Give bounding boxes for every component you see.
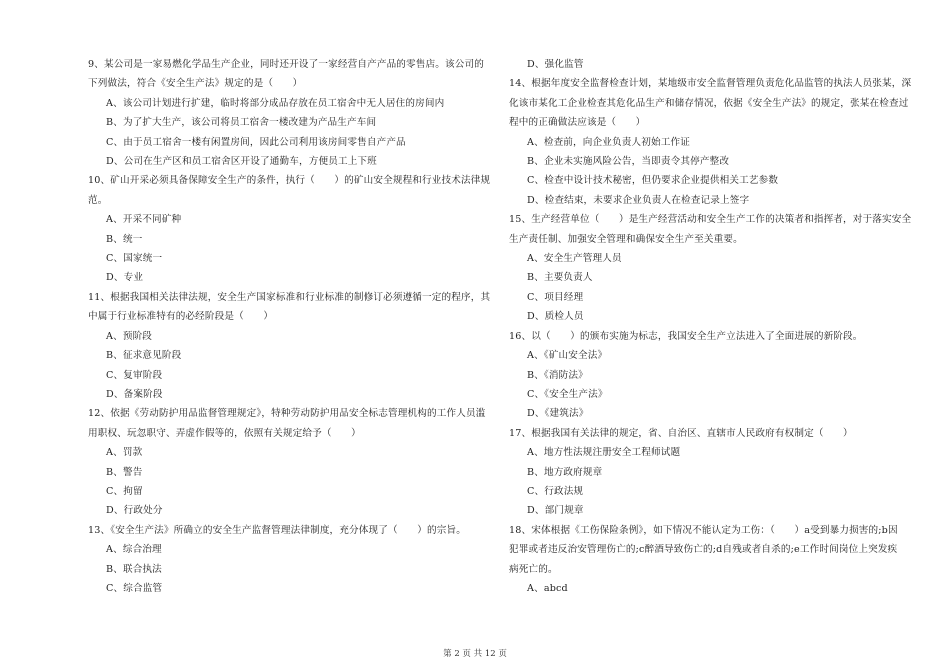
- answer-option: C、拘留: [106, 485, 143, 497]
- answer-option: C、国家统一: [106, 253, 163, 265]
- answer-option: C、检查中设计技术秘密，但仍要求企业提供相关工艺参数: [527, 175, 779, 187]
- answer-option: D、备案阶段: [106, 388, 163, 400]
- answer-option: A、罚款: [106, 447, 143, 459]
- question-text: 范。: [88, 194, 108, 206]
- question-text: 14、根据年度安全监督检查计划，某地级市安全监督管理负责危化品监管的执法人员张某，深: [509, 78, 912, 90]
- answer-option: D、质检人员: [527, 311, 584, 323]
- answer-option: B、联合执法: [106, 563, 162, 575]
- question-text: 13、《安全生产法》所确立的安全生产监督管理法律制度，充分体现了（ ）的宗旨。: [88, 524, 466, 536]
- answer-option: C、综合监管: [106, 582, 163, 594]
- answer-option: B、地方政府规章: [527, 466, 603, 478]
- answer-option: D、部门规章: [527, 505, 584, 517]
- answer-option: B、《消防法》: [527, 369, 588, 381]
- question-text: 下列做法，符合《安全生产法》规定的是（ ）: [88, 78, 303, 90]
- page-footer: 第 2 页 共 12 页: [443, 649, 507, 659]
- answer-option: C、项目经理: [527, 291, 584, 303]
- answer-option: A、综合治理: [106, 544, 162, 556]
- question-text: 生产责任制、加强安全管理和确保安全生产至关重要。: [509, 233, 743, 245]
- answer-option: D、行政处分: [106, 505, 163, 517]
- left-column: [88, 55, 498, 598]
- answer-option: A、该公司计划进行扩建，临时将部分成品存放在员工宿舍中无人居住的房间内: [106, 97, 445, 109]
- answer-option: A、检查前，向企业负责人初始工作证: [527, 136, 690, 148]
- question-text: 18、宋体根据《工伤保险条例》，如下情况不能认定为工伤：（ ）a受到暴力损害的;b因: [509, 524, 898, 536]
- question-text: 15、生产经营单位（ ）是生产经营活动和安全生产工作的决策者和指挥者，对于落实安全: [509, 214, 912, 226]
- answer-option: A、地方性法规注册安全工程师试题: [527, 447, 681, 459]
- answer-option: A、开采不同矿种: [106, 214, 182, 226]
- answer-option: D、专业: [106, 272, 144, 284]
- question-text: 9、某公司是一家易燃化学品生产企业，同时还开设了一家经营自产产品的零售店。该公司的: [88, 59, 485, 70]
- answer-option: A、安全生产管理人员: [527, 253, 622, 265]
- answer-option: B、主要负责人: [527, 272, 593, 284]
- answer-option: D、《建筑法》: [527, 408, 589, 420]
- right-column: [509, 55, 919, 598]
- answer-option: B、警告: [106, 466, 143, 478]
- answer-option: C、复审阶段: [106, 369, 163, 381]
- answer-option: A、abcd: [527, 582, 568, 594]
- answer-option: A、《矿山安全法》: [527, 350, 608, 362]
- answer-option: B、征求意见阶段: [106, 350, 182, 362]
- answer-option: A、预阶段: [106, 330, 153, 342]
- answer-option: D、公司在生产区和员工宿舍区开设了通勤车，方便员工上下班: [106, 156, 377, 168]
- question-text: 12、依据《劳动防护用品监督管理规定》，特种劳动防护用品安全标志管理机构的工作人员滥: [88, 408, 486, 420]
- answer-option: C、由于员工宿舍一楼有闲置房间，因此公司利用该房间零售自产产品: [106, 136, 406, 148]
- answer-option: B、企业未实施风险公告，当即责令其停产整改: [527, 156, 730, 168]
- answer-option: D、强化监管: [527, 59, 584, 70]
- answer-option: B、统一: [106, 233, 143, 245]
- question-text: 11、根据我国相关法律法规，安全生产国家标准和行业标准的制修订必须遵循一定的程序，其: [88, 291, 491, 303]
- answer-option: C、《安全生产法》: [527, 388, 608, 400]
- answer-option: D、检查结束，未要求企业负责人在检查记录上签字: [527, 194, 750, 206]
- answer-option: C、行政法规: [527, 485, 584, 497]
- question-text: 化该市某化工企业检查其危化品生产和储存情况，依据《安全生产法》的规定，张某在检查过: [509, 97, 909, 109]
- answer-option: B、为了扩大生产，该公司将员工宿舍一楼改建为产品生产车间: [106, 117, 377, 129]
- question-text: 16、以（ ）的颁布实施为标志，我国安全生产立法进入了全面进展的新阶段。: [509, 330, 863, 342]
- question-text: 17、根据我国有关法律的规定，省、自治区、直辖市人民政府有权制定（ ）: [509, 427, 853, 439]
- question-text: 用职权、玩忽职守、弄虚作假等的，依照有关规定给予（ ）: [88, 427, 361, 439]
- question-text: 中属于行业标准特有的必经阶段是（ ）: [88, 311, 274, 323]
- question-text: 程中的正确做法应该是（ ）: [509, 117, 646, 129]
- question-text: 犯罪或者违反治安管理伤亡的;c醉酒导致伤亡的;d自残或者自杀的;e工作时间岗位上突发疾: [509, 544, 898, 556]
- question-text: 病死亡的。: [509, 563, 558, 575]
- question-text: 10、矿山开采必须具备保障安全生产的条件，执行（ ）的矿山安全规程和行业技术法律规: [88, 175, 491, 187]
